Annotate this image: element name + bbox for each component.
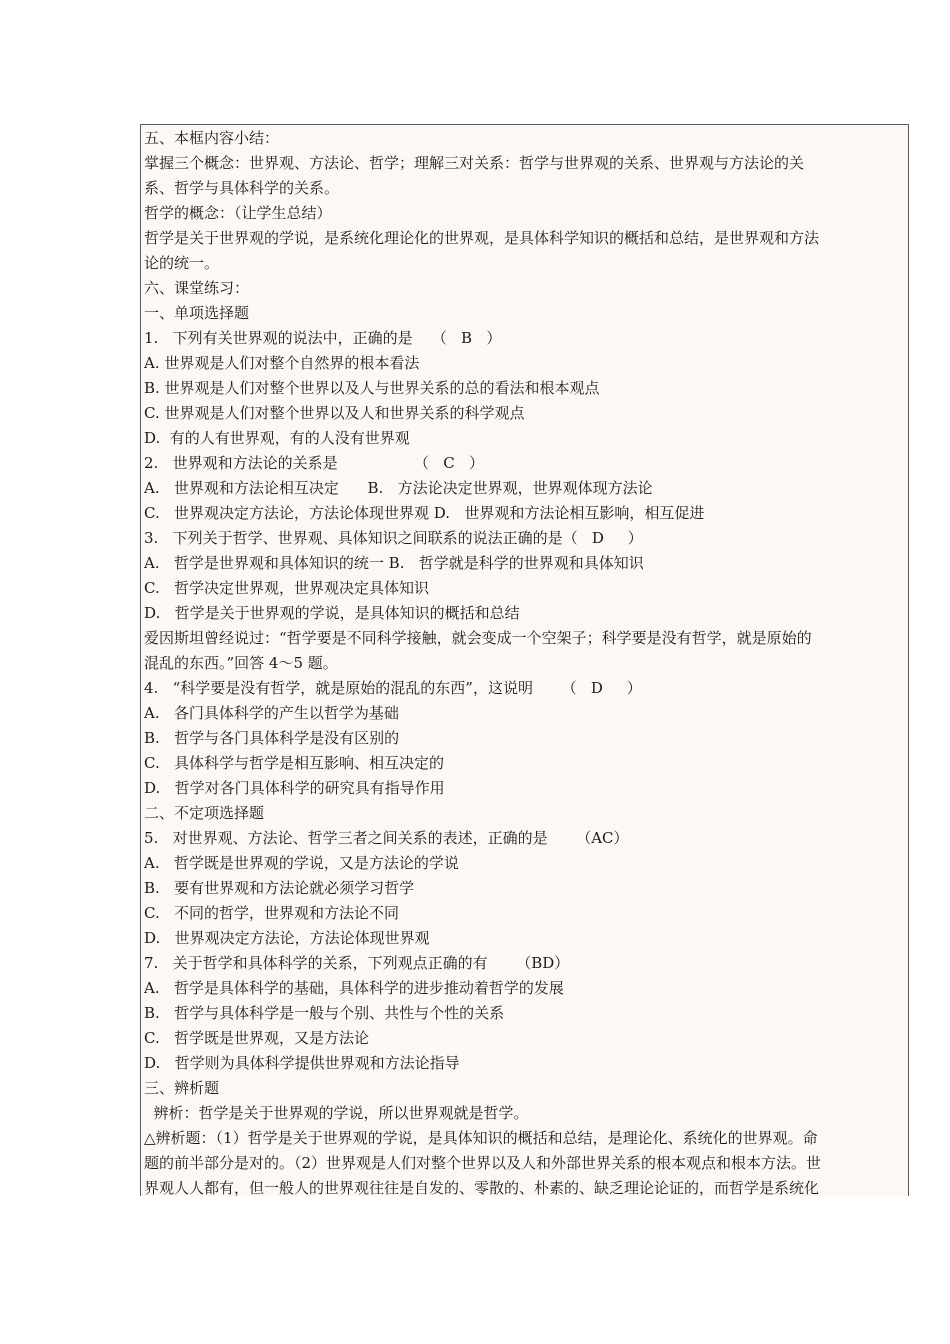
text-line: 哲学的概念：（让学生总结）: [144, 204, 332, 222]
text-line: C. 世界观是人们对整个世界以及人和世界关系的科学观点: [144, 404, 525, 422]
text-line: △辨析题：（1）哲学是关于世界观的学说，是具体知识的概括和总结，是理论化、系统化的世界观。命: [144, 1129, 818, 1147]
text-line: A. 各门具体科学的产生以哲学为基础: [144, 704, 399, 722]
text-line: B. 哲学与具体科学是一般与个别、共性与个性的关系: [144, 1004, 505, 1022]
text-line: D. 有的人有世界观，有的人没有世界观: [144, 429, 410, 447]
text-line: 7. 关于哲学和具体科学的关系，下列观点正确的有 （BD）: [144, 954, 570, 972]
text-line: C. 不同的哲学，世界观和方法论不同: [144, 904, 400, 922]
text-line: 4. “科学要是没有哲学，就是原始的混乱的东西”，这说明 （ D ）: [144, 679, 642, 697]
text-line: C. 哲学既是世界观，又是方法论: [144, 1029, 370, 1047]
text-line: D. 哲学对各门具体科学的研究具有指导作用: [144, 779, 445, 797]
text-line: A. 哲学是具体科学的基础，具体科学的进步推动着哲学的发展: [144, 979, 564, 997]
text-line: 辨析：哲学是关于世界观的学说，所以世界观就是哲学。: [144, 1104, 529, 1122]
text-line: 爱因斯坦曾经说过：“哲学要是不同科学接触，就会变成一个空架子；科学要是没有哲学，就是原始的: [144, 629, 812, 647]
text-line: A. 世界观是人们对整个自然界的根本看法: [144, 354, 420, 372]
text-line: 二、不定项选择题: [144, 804, 265, 822]
text-line: D. 哲学则为具体科学提供世界观和方法论指导: [144, 1054, 460, 1072]
text-line: D. 哲学是关于世界观的学说，是具体知识的概括和总结: [144, 604, 520, 622]
text-line: C. 世界观决定方法论，方法论体现世界观 D. 世界观和方法论相互影响，相互促进: [144, 504, 705, 522]
text-line: 2. 世界观和方法论的关系是 （ C ）: [144, 454, 484, 472]
text-line: A. 哲学既是世界观的学说，又是方法论的学说: [144, 854, 459, 872]
text-line: C. 哲学决定世界观，世界观决定具体知识: [144, 579, 430, 597]
text-line: 3. 下列关于哲学、世界观、具体知识之间联系的说法正确的是（ D ）: [144, 529, 643, 547]
text-line: 1. 下列有关世界观的说法中，正确的是 （ B ）: [144, 329, 502, 347]
text-line: 系、哲学与具体科学的关系。: [144, 179, 340, 197]
text-line: 混乱的东西。”回答 4～5 题。: [144, 654, 338, 672]
text-line: 六、课堂练习：: [144, 279, 250, 297]
text-line: B. 要有世界观和方法论就必须学习哲学: [144, 879, 415, 897]
text-line: A. 哲学是世界观和具体知识的统一 B. 哲学就是科学的世界观和具体知识: [144, 554, 644, 572]
text-line: 三、辨析题: [144, 1079, 220, 1097]
text-line: B. 世界观是人们对整个世界以及人与世界关系的总的看法和根本观点: [144, 379, 600, 397]
text-line: 一、单项选择题: [144, 304, 250, 322]
text-line: D. 世界观决定方法论，方法论体现世界观: [144, 929, 430, 947]
text-line: A. 世界观和方法论相互决定 B. 方法论决定世界观，世界观体现方法论: [144, 479, 653, 497]
text-line: 5. 对世界观、方法论、哲学三者之间关系的表述，正确的是 （AC）: [144, 829, 629, 847]
text-line: 五、本框内容小结：: [144, 129, 280, 147]
text-line: 掌握三个概念：世界观、方法论、哲学；理解三对关系：哲学与世界观的关系、世界观与方法论的关: [144, 154, 805, 172]
text-line: 界观人人都有，但一般人的世界观往往是自发的、零散的、朴素的、缺乏理论论证的，而哲学是系统化: [144, 1179, 820, 1196]
lesson-text-box: [140, 124, 909, 1196]
text-line: 哲学是关于世界观的学说，是系统化理论化的世界观，是具体科学知识的概括和总结，是世界观和方法: [144, 229, 820, 247]
text-line: C. 具体科学与哲学是相互影响、相互决定的: [144, 754, 445, 772]
text-line: 论的统一。: [144, 254, 220, 272]
text-line: B. 哲学与各门具体科学是没有区别的: [144, 729, 400, 747]
text-line: 题的前半部分是对的。（2）世界观是人们对整个世界以及人和外部世界关系的根本观点和根本方法。世: [144, 1154, 822, 1172]
